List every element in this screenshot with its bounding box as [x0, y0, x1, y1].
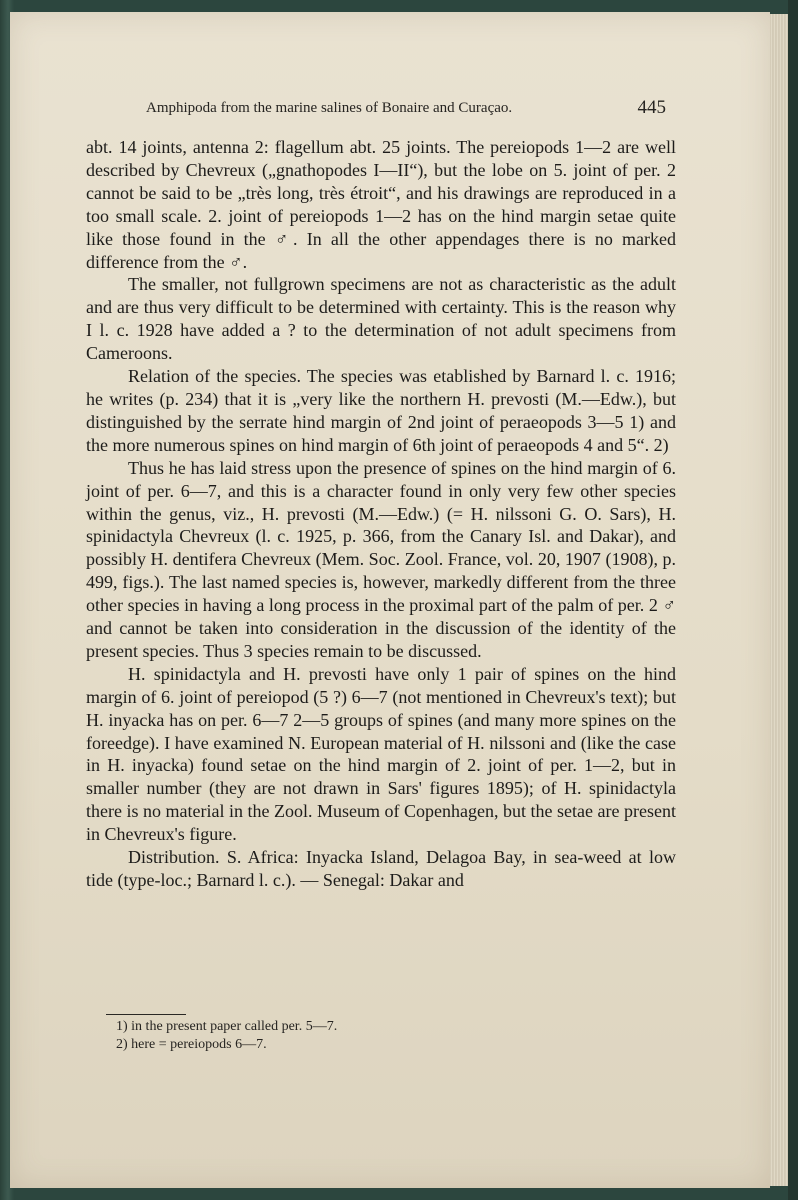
book-cover-edge	[788, 0, 798, 1200]
page-stack-edge	[770, 14, 788, 1186]
footnote: 1) in the present paper called per. 5—7.	[116, 1019, 338, 1034]
footnote-rule	[106, 1014, 186, 1015]
paragraph: Distribution. S. Africa: Inyacka Island, Delagoa Bay, in sea-weed at low tide (type-loc.; Barnard l. c.). — Senegal: Dakar and	[86, 847, 676, 890]
paragraph: Thus he has laid stress upon the presence of spines on the hind margin of 6. joint of per. 6—7, and this is a character found in only very few other species within the genus, viz., H. prevosti (M.—Edw.) (= H. nilssoni G. O. Sars), H. spinidactyla Chevreux (l. c. 1925, p. 366, from the Canary Isl. and Dakar), and possibly H. dentifera Chevreux (Mem. Soc. Zool. France, vol. 20, 1907 (1908), p. 499, figs.). The last named species is, however, markedly different from the three other species in having a long process in the proximal part of the palm of per. 2 ♂ and cannot be taken into consideration in the discussion of the identity of the present species. Thus 3 species remain to be discussed.	[86, 457, 676, 661]
paragraph: abt. 14 joints, antenna 2: flagellum abt. 25 joints. The pereiopods 1—2 are well described by Chevreux („gnathopodes I—II“), but the lobe on 5. joint of per. 2 cannot be said to be „très long, très étroit“, and his drawings are reproduced in a too small scale. 2. joint of pereiopods 1—2 has on the hind margin setae quite like those found in the ♂. In all the other appendages there is no marked difference from the ♂.	[86, 137, 676, 272]
paragraph: H. spinidactyla and H. prevosti have only 1 pair of spines on the hind margin of 6. joint of pereiopod (5 ?) 6—7 (not mentioned in Chevreux's text); but H. inyacka has on per. 6—7 2—5 groups of spines (and many more spines on the foreedge). I have examined N. European material of H. nilssoni and (like the case in H. inyacka) found setae on the hind margin of 2. joint of per. 1—2, but in smaller number (they are not drawn in Sars' figures 1895); of H. spinidactyla there is no material in the Zool. Museum of Copenhagen, but the setae are present in Chevreux's figure.	[86, 663, 676, 845]
footnotes	[116, 1018, 636, 1054]
paragraph: The smaller, not fullgrown specimens are not as characteristic as the adult and are thus very difficult to be determined with certainty. This is the reason why I l. c. 1928 have added a ? to the determination of not adult specimens from Cameroons.	[86, 274, 676, 364]
running-header	[86, 97, 666, 122]
page-number: 445	[637, 97, 666, 118]
paragraph: Relation of the species. The species was etablished by Barnard l. c. 1916; he writes (p. 234) that it is „very like the northern H. prevosti (M.—Edw.), but distinguished by the serrate hind margin of 2nd joint of peraeopods 3—5 1) and the more numerous spines on hind margin of 6th joint of peraeopods 4 and 5“. 2)	[86, 366, 676, 455]
body-text	[86, 136, 676, 892]
footnote: 2) here = pereiopods 6—7.	[116, 1037, 267, 1052]
running-title: Amphipoda from the marine salines of Bonaire and Curaçao.	[146, 100, 513, 116]
